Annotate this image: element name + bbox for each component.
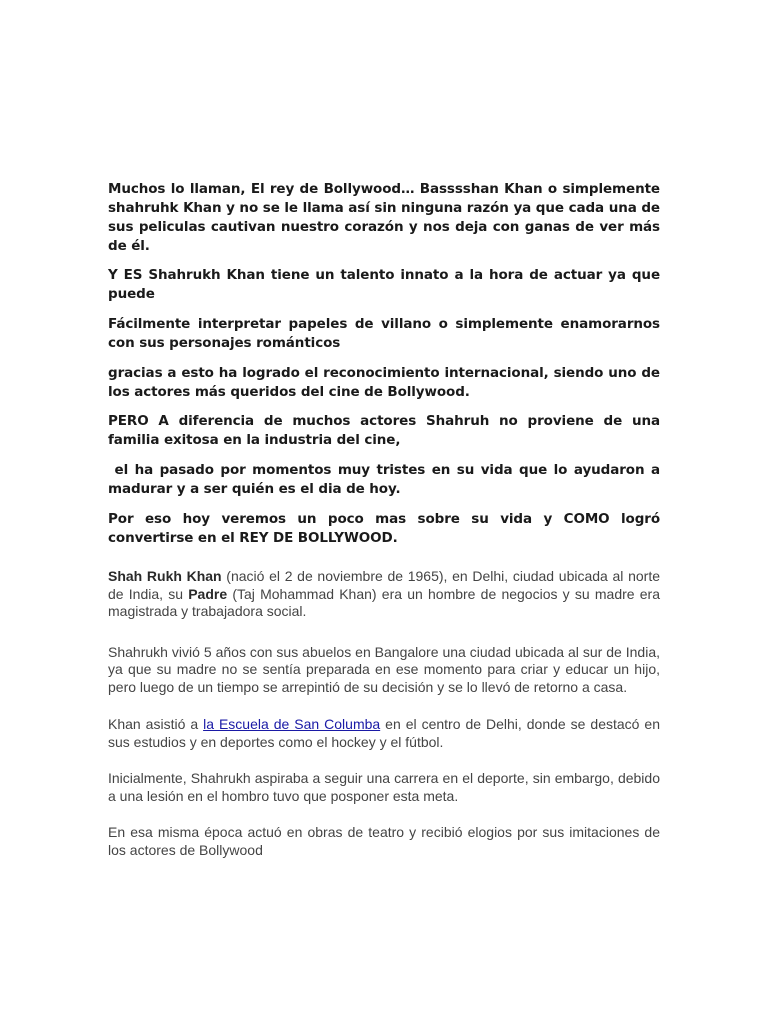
school-link[interactable]: la Escuela de San Columba <box>203 716 381 732</box>
document-page <box>108 180 665 859</box>
intro-paragraph-3: Fácilmente interpretar papeles de villano o simplemente enamorarnos con sus personajes románticos <box>108 316 660 351</box>
bio-paragraph-theater: En esa misma época actuó en obras de teatro y recibió elogios por sus imitaciones de los actores de Bollywood <box>108 824 660 858</box>
intro-paragraph-4: gracias a esto ha logrado el reconocimiento internacional, siendo uno de los actores más queridos del cine de Bollywood. <box>108 365 660 400</box>
intro-paragraph-7: Por eso hoy veremos un poco mas sobre su vida y COMO logró convertirse en el REY DE BOLLYWOOD. <box>108 511 660 546</box>
bio-paragraph-childhood: Shahrukh vivió 5 años con sus abuelos en Bangalore una ciudad ubicada al sur de India, ya que su madre no se sentía preparada en ese momento para criar y educar un hijo, pero luego de un tiempo se arrepintió de su decisión y se lo llevó de retorno a casa. <box>108 643 660 695</box>
name-bold: Shah Rukh Khan <box>108 568 222 584</box>
intro-paragraph-6: el ha pasado por momentos muy tristes en su vida que lo ayudaron a madurar y a ser quién es el dia de hoy. <box>108 462 665 497</box>
intro-paragraph-1: Muchos lo llaman, El rey de Bollywood… Basssshan Khan o simplemente shahruhk Khan y no se le llama así sin ninguna razón ya que cada una de sus peliculas cautivan nuestro corazón y nos deja con ganas de ver más de él. <box>108 181 660 254</box>
intro-paragraph-5: PERO A diferencia de muchos actores Shahruh no proviene de una familia exitosa en la industria del cine, <box>108 413 660 448</box>
intro-paragraph-2: Y ES Shahrukh Khan tiene un talento innato a la hora de actuar ya que puede <box>108 267 660 302</box>
bio-paragraph-school <box>108 716 660 751</box>
padre-bold: Padre <box>188 585 228 602</box>
bio-text: (nació el 2 de noviembre de 1965), en Delhi, ciudad ubicada al norte de India, su <box>108 568 660 602</box>
bio-paragraph-birth <box>108 568 660 621</box>
bio-text: en el centro de Delhi, donde se destacó en sus estudios y en deportes como el hockey y el fútbol. <box>108 716 660 750</box>
bio-text: Khan asistió a <box>108 716 204 732</box>
bio-text: (Taj Mohammad Khan) era un hombre de negocios y su madre era magistrada y trabajadora social. <box>108 585 660 619</box>
bio-paragraph-sports: Inicialmente, Shahrukh aspiraba a seguir una carrera en el deporte, sin embargo, debido a una lesión en el hombro tuvo que posponer esta meta. <box>108 770 660 804</box>
